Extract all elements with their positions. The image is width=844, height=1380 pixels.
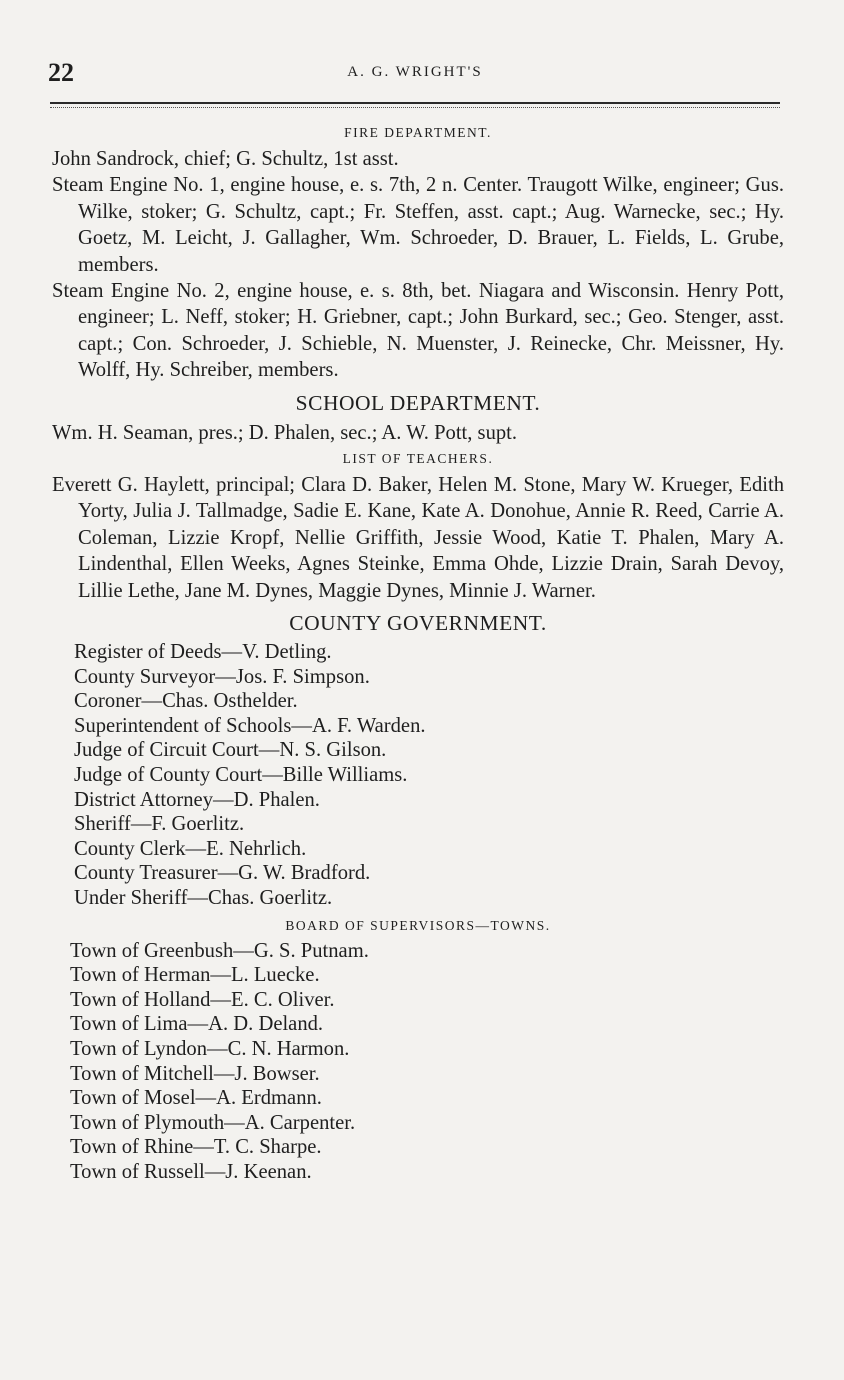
town-supervisor-line: Town of Lima—A. D. Deland. bbox=[70, 1013, 324, 1036]
fire-chief-paragraph: John Sandrock, chief; G. Schultz, 1st asst. bbox=[52, 148, 399, 170]
header-rule bbox=[50, 102, 780, 104]
teachers-heading: LIST OF TEACHERS. bbox=[342, 451, 494, 467]
county-officer-line: Judge of County Court—Bille Williams. bbox=[74, 764, 408, 787]
county-officer-line: Sheriff—F. Goerlitz. bbox=[74, 813, 245, 836]
school-department-heading: SCHOOL DEPARTMENT. bbox=[295, 390, 541, 415]
county-officer-line: District Attorney—D. Phalen. bbox=[74, 788, 320, 811]
steam-engine-2-paragraph: Steam Engine No. 2, engine house, e. s. 8th, bet. Niagara and Wisconsin. Henry Pott, engineer; L. Neff, stoker; H. Griebner, capt.; John Burkard, sec.; Geo. Stenger, asst. capt.; Con. Schroeder, J. Schieble, N. Muenster, J. Reinecke, Chr. Meissner, Hy. Wolff, Hy. Schreiber, members. bbox=[52, 280, 784, 382]
header-rule-dotted bbox=[50, 107, 780, 108]
county-officer-line: Superintendent of Schools—A. F. Warden. bbox=[74, 714, 426, 737]
page-content bbox=[52, 120, 784, 1185]
running-title: A. G. WRIGHT'S bbox=[347, 64, 483, 80]
teachers-paragraph: Everett G. Haylett, principal; Clara D. Baker, Helen M. Stone, Mary W. Krueger, Edith Yorty, Julia J. Tallmadge, Sadie E. Kane, Kate A. Donohue, Annie R. Reed, Carrie A. Coleman, Lizzie Kropf, Nellie Griffith, Jessie Wood, Katie T. Phalen, Mary A. Lindenthal, Ellen Weeks, Agnes Steinke, Emma Ohde, Lizzie Drain, Sarah Devoy, Lillie Lethe, Jane M. Dynes, Maggie Dynes, Minnie J. Warner. bbox=[52, 474, 784, 602]
steam-engine-1-paragraph: Steam Engine No. 1, engine house, e. s. 7th, 2 n. Center. Traugott Wilke, engineer; Gus. Wilke, stoker; G. Schultz, capt.; Fr. Steffen, asst. capt.; Aug. Warnecke, sec.; Hy. Goetz, M. Leicht, J. Gallagher, Wm. Schroeder, D. Brauer, L. Fields, L. Grube, members. bbox=[52, 174, 784, 276]
board-of-supervisors-heading: BOARD OF SUPERVISORS—TOWNS. bbox=[285, 917, 551, 933]
town-supervisor-line: Town of Russell—J. Keenan. bbox=[70, 1160, 312, 1183]
town-supervisor-line: Town of Herman—L. Luecke. bbox=[70, 964, 320, 987]
county-officer-line: County Treasurer—G. W. Bradford. bbox=[74, 862, 371, 885]
county-officer-line: Under Sheriff—Chas. Goerlitz. bbox=[74, 887, 333, 910]
town-supervisor-line: Town of Plymouth—A. Carpenter. bbox=[70, 1111, 356, 1134]
county-government-heading: COUNTY GOVERNMENT. bbox=[289, 611, 547, 636]
page-number: 22 bbox=[48, 58, 74, 87]
county-officer-line: County Surveyor—Jos. F. Simpson. bbox=[74, 665, 370, 688]
town-supervisor-line: Town of Mosel—A. Erdmann. bbox=[70, 1087, 322, 1110]
county-government-section bbox=[52, 608, 784, 911]
town-supervisor-line: Town of Rhine—T. C. Sharpe. bbox=[70, 1136, 322, 1159]
fire-department-section bbox=[52, 120, 784, 384]
running-head bbox=[48, 58, 782, 88]
county-officer-line: Register of Deeds—V. Detling. bbox=[74, 641, 332, 664]
county-officer-line: Coroner—Chas. Osthelder. bbox=[74, 690, 298, 713]
town-supervisor-line: Town of Mitchell—J. Bowser. bbox=[70, 1062, 320, 1085]
county-officer-line: County Clerk—E. Nehrlich. bbox=[74, 837, 307, 860]
board-of-supervisors-section bbox=[52, 913, 784, 1185]
fire-department-heading: FIRE DEPARTMENT. bbox=[344, 125, 492, 140]
town-supervisor-line: Town of Lyndon—C. N. Harmon. bbox=[70, 1038, 350, 1060]
school-department-section bbox=[52, 388, 784, 604]
county-officer-line: Judge of Circuit Court—N. S. Gilson. bbox=[74, 739, 387, 762]
town-supervisor-line: Town of Greenbush—G. S. Putnam. bbox=[70, 939, 369, 962]
school-officers-paragraph: Wm. H. Seaman, pres.; D. Phalen, sec.; A. W. Pott, supt. bbox=[52, 421, 518, 444]
town-supervisor-line: Town of Holland—E. C. Oliver. bbox=[70, 988, 335, 1011]
